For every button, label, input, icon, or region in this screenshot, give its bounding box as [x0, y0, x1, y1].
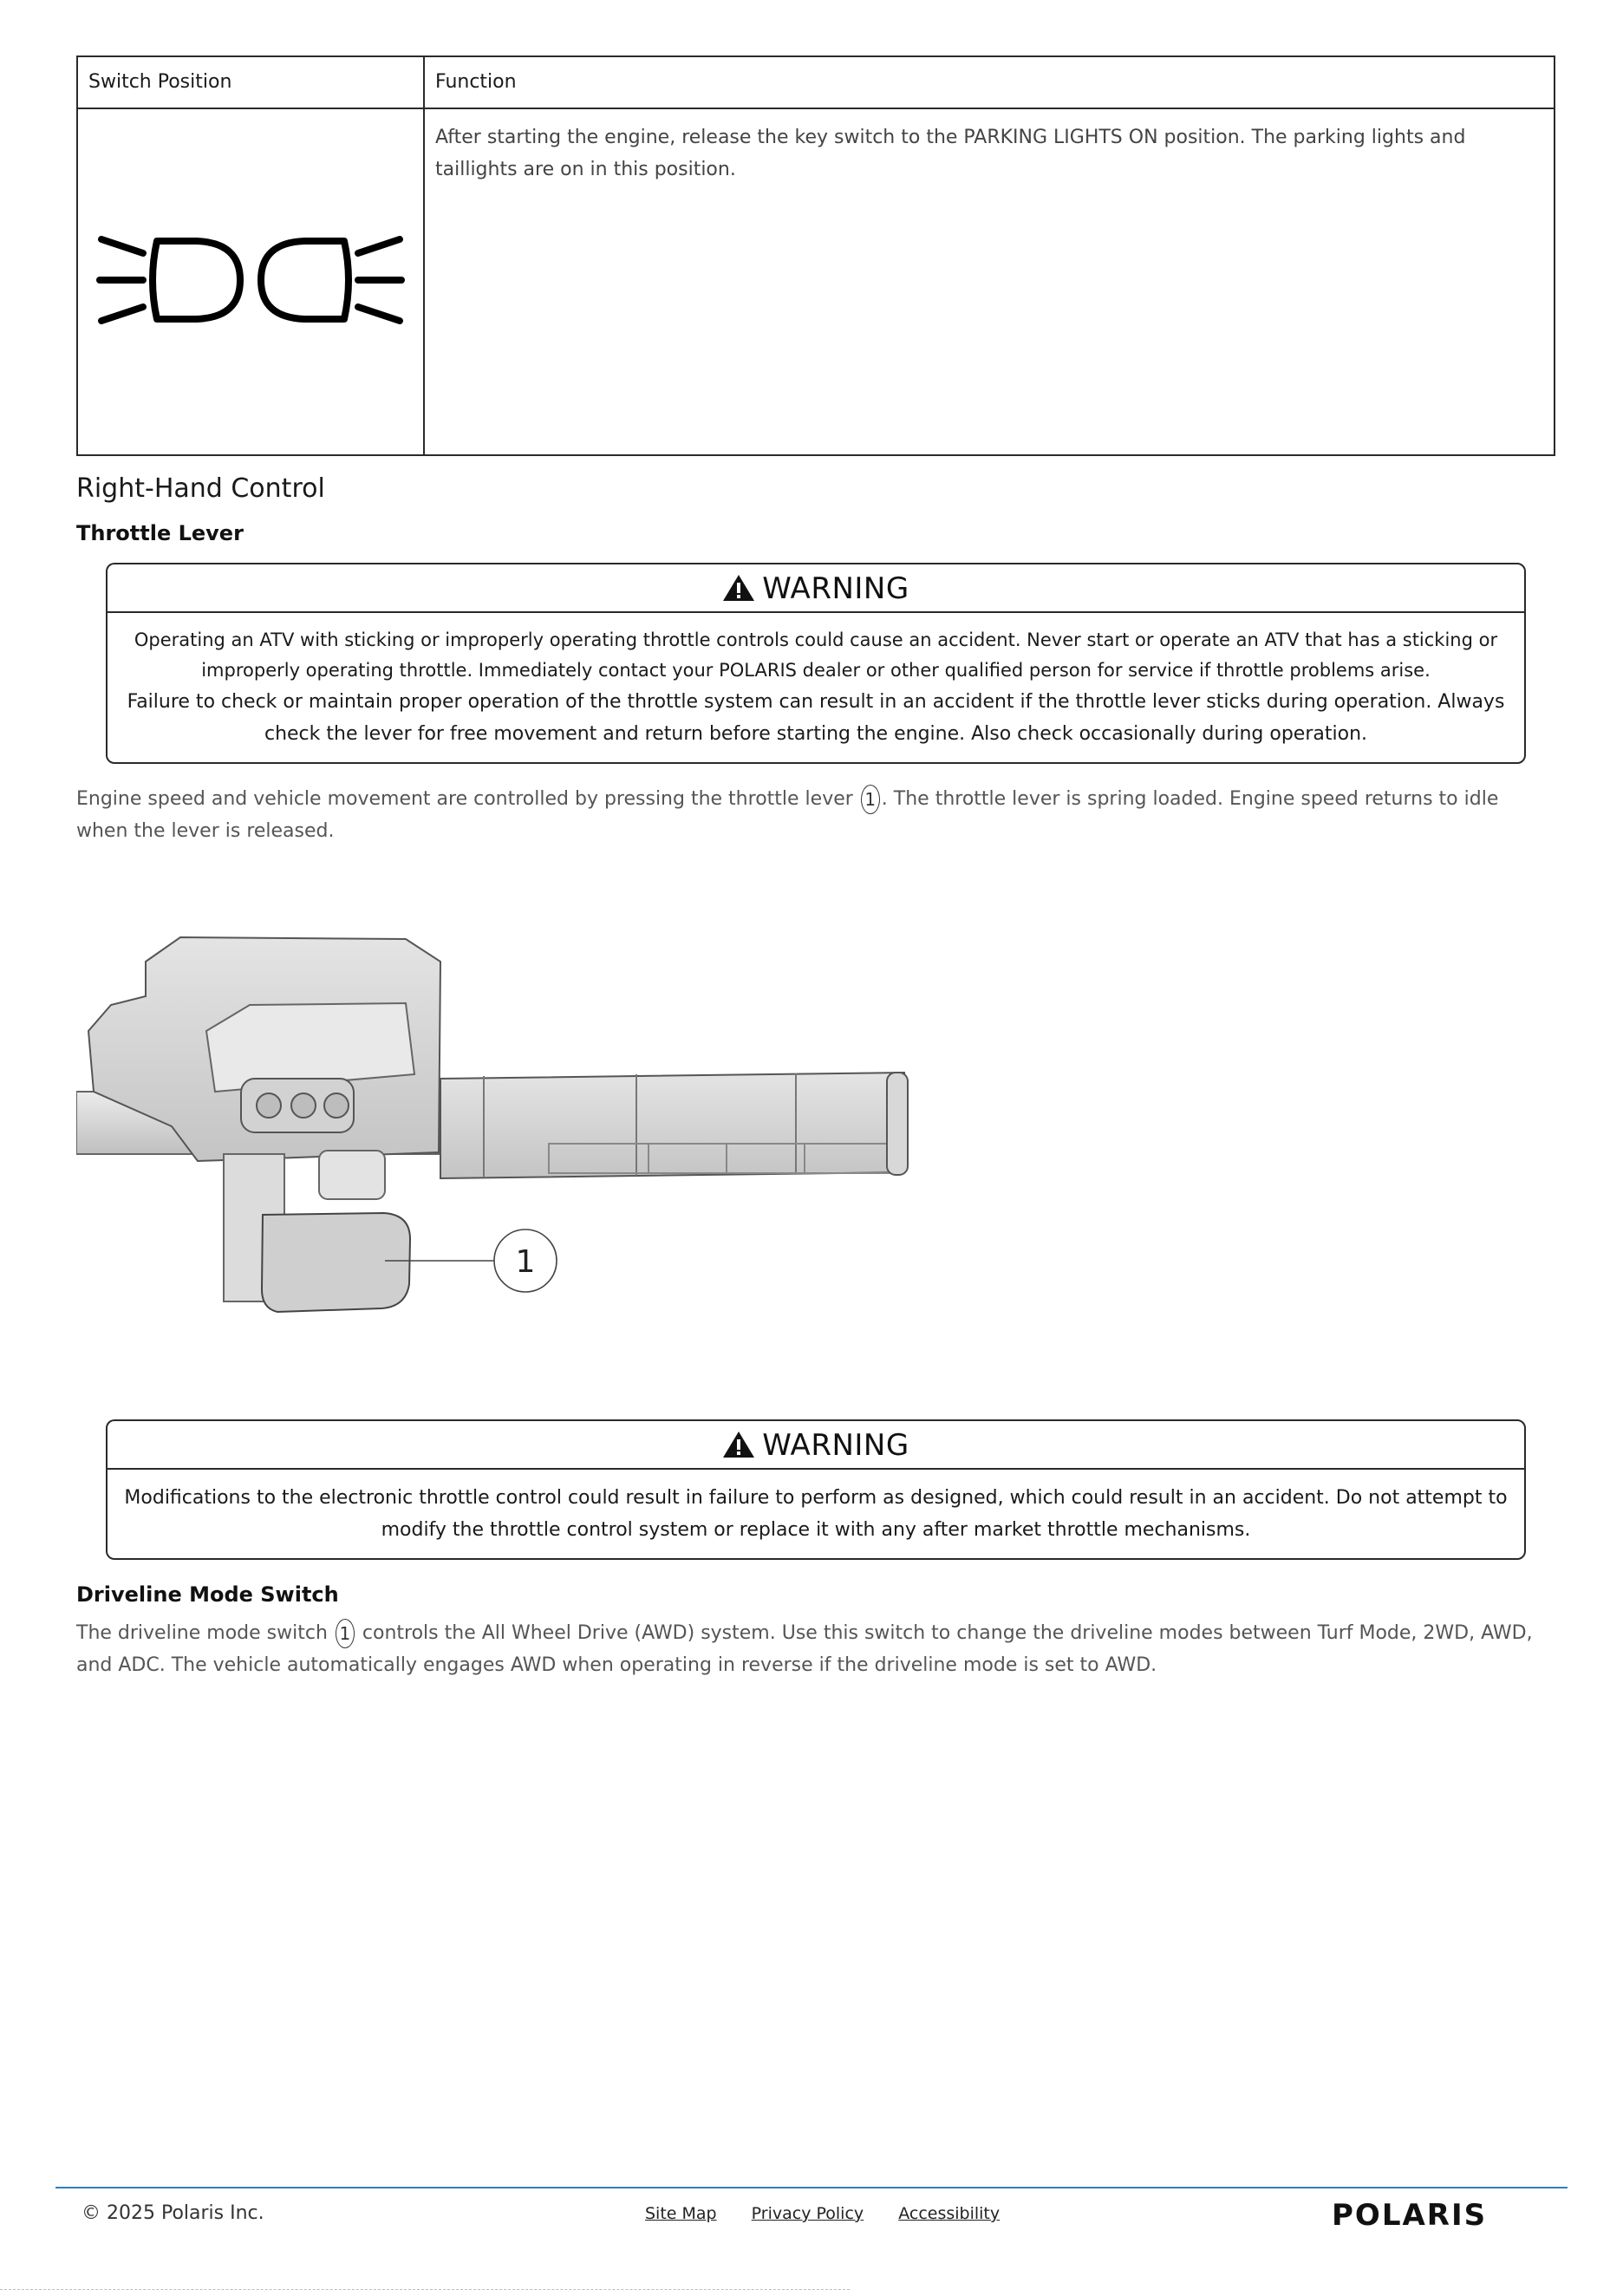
site-map-link[interactable]: Site Map — [645, 2204, 717, 2223]
handlebar-drawing — [76, 927, 909, 1317]
warning-body — [108, 1470, 1524, 1558]
column-header-switch-position: Switch Position — [77, 56, 424, 108]
driveline-description — [76, 1617, 1555, 1681]
driveline-mode-heading: Driveline Mode Switch — [76, 1582, 339, 1607]
callout-number: 1 — [861, 785, 880, 814]
warning-body — [108, 613, 1524, 762]
switch-function-table — [76, 55, 1555, 456]
modification-warning-box — [106, 1419, 1526, 1560]
polaris-logo — [1332, 2199, 1540, 2234]
privacy-policy-link[interactable]: Privacy Policy — [751, 2204, 864, 2223]
warning-triangle-icon — [722, 1431, 755, 1458]
logo-wordmark: POLARIS — [1332, 2199, 1488, 2230]
function-description: After starting the engine, release the key switch to the PARKING LIGHTS ON position. The parking lights and taillights are on in this position. — [424, 108, 1555, 455]
warning-title: WARNING — [762, 571, 909, 606]
column-header-function: Function — [424, 56, 1555, 108]
footer-links — [645, 2204, 1029, 2223]
warning-paragraph: Failure to check or maintain proper operation of the throttle system can result in an accident if the throttle lever sticks during operation. Always check the lever for free movement and return before starting the engine. Also check occasionally during operation. — [127, 691, 1505, 745]
parking-lights-icon — [95, 215, 407, 345]
copyright-text: © 2025 Polaris Inc. — [81, 2202, 264, 2224]
warning-triangle-icon — [722, 574, 755, 602]
throttle-description — [76, 783, 1555, 847]
figure-callout-label: 1 — [515, 1244, 536, 1280]
body-text: Engine speed and vehicle movement are controlled by pressing the throttle lever — [76, 788, 853, 810]
warning-header — [108, 1421, 1524, 1470]
throttle-lever-heading: Throttle Lever — [76, 521, 244, 545]
warning-paragraph: Modifications to the electronic throttle control could result in failure to perform as designed, which could result in an accident. Do not attempt to modify the throttle control system or replace it with any after market throttle mechanisms. — [124, 1487, 1508, 1541]
body-text: The driveline mode switch — [76, 1622, 328, 1644]
throttle-warning-box — [106, 563, 1526, 764]
body-text: controls the All Wheel Drive (AWD) system. Use this switch to change the driveline modes between Turf Mode, 2WD, AWD, and ADC. The vehicle automatically engages AWD when operating in reverse if the driveline mode is set to AWD. — [76, 1622, 1533, 1676]
throttle-lever-illustration — [76, 927, 909, 1317]
switch-position-cell — [77, 108, 424, 455]
polaris-logo-icon — [1332, 2199, 1540, 2230]
page-footer — [55, 2187, 1568, 2230]
section-title: Right-Hand Control — [76, 473, 325, 504]
warning-paragraph: Operating an ATV with sticking or improperly operating throttle controls could cause an accident. Never start or operate an ATV that has a sticking or improperly operating throttle. Immediately contact your POLARIS dealer or other qualified person for service if throttle problems arise. — [134, 629, 1498, 681]
accessibility-link[interactable]: Accessibility — [898, 2204, 1001, 2223]
table-row — [77, 108, 1555, 455]
callout-number: 1 — [336, 1619, 355, 1648]
throttle-lever-shape — [262, 1213, 410, 1312]
warning-title: WARNING — [762, 1428, 909, 1463]
manual-page — [76, 55, 1555, 1681]
warning-header — [108, 564, 1524, 613]
bottom-divider — [0, 2289, 850, 2290]
table-header-row — [77, 56, 1555, 108]
body-text: . The throttle lever is spring loaded. Engine speed returns to idle when the lever is released. — [76, 788, 1499, 842]
